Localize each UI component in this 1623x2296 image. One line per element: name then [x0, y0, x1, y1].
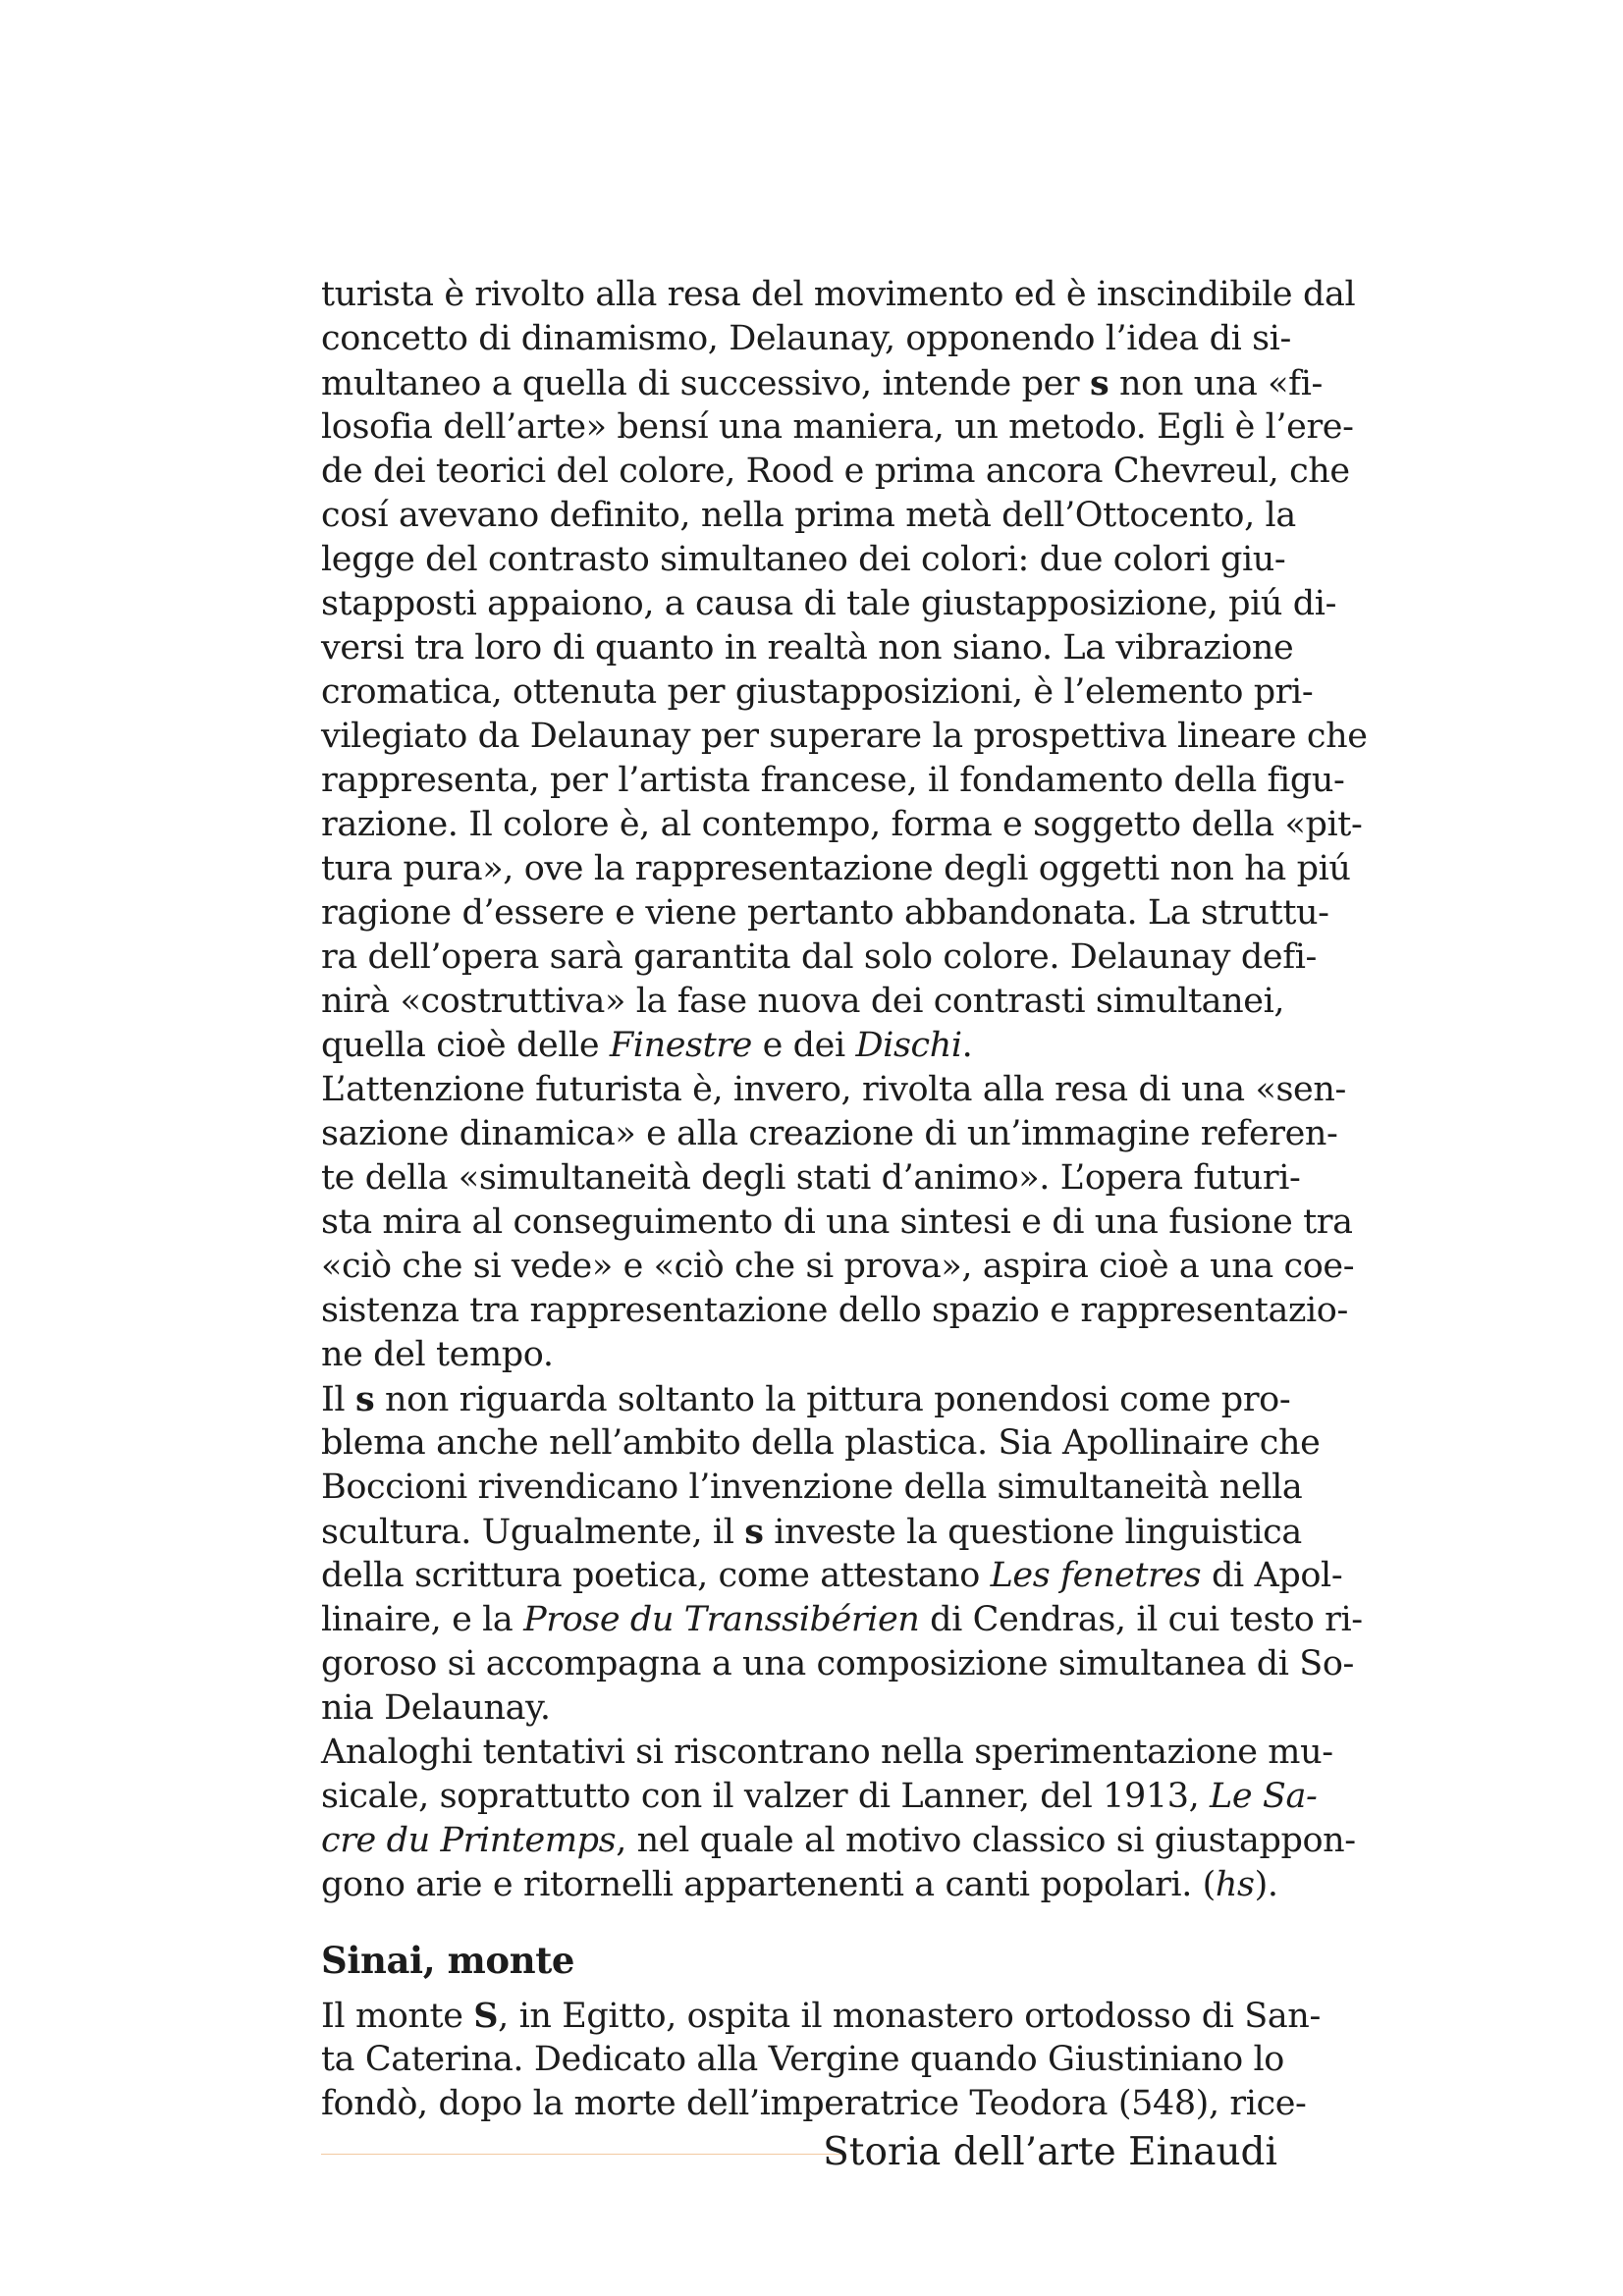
entry-line: Il monte S, in Egitto, ospita il monastero ortodosso di San-	[321, 1996, 1321, 2036]
italic-title: Le Sa-	[1210, 1777, 1318, 1816]
body-line: Analoghi tentativi si riscontrano nella sperimentazione mu-	[321, 1733, 1333, 1772]
body-line: razione. Il colore è, al contempo, forma e soggetto della «pit-	[321, 805, 1363, 844]
body-line: stapposti appaiono, a causa di tale giustapposizione, piú di-	[321, 584, 1337, 623]
italic-title: hs	[1215, 1865, 1255, 1904]
body-line: sistenza tra rappresentazione dello spazio e rappresentazio-	[321, 1291, 1348, 1330]
body-line: sazione dinamica» e alla creazione di un’immagine referen-	[321, 1114, 1338, 1153]
body-line: nirà «costruttiva» la fase nuova dei contrasti simultanei,	[321, 982, 1285, 1021]
body-line: Boccioni rivendicano l’invenzione della simultaneità nella	[321, 1468, 1303, 1507]
body-line: te della «simultaneità degli stati d’animo». L’opera futuri-	[321, 1158, 1301, 1198]
bold-term: S	[473, 1996, 499, 2036]
text-column	[321, 273, 1368, 2126]
bold-term: s	[744, 1512, 764, 1552]
body-line: nia Delaunay.	[321, 1688, 551, 1728]
footer-text: Storia dell’arte Einaudi	[823, 2130, 1277, 2174]
entry-line: fondò, dopo la morte dell’imperatrice Teodora (548), rice-	[321, 2084, 1307, 2123]
body-line: concetto di dinamismo, Delaunay, opponendo l’idea di si-	[321, 319, 1291, 358]
bold-term: s	[354, 1379, 375, 1419]
body-line: L’attenzione futurista è, invero, rivolta alla resa di una «sen-	[321, 1070, 1346, 1109]
body-line: versi tra loro di quanto in realtà non siano. La vibrazione	[321, 628, 1294, 667]
body-line: cromatica, ottenuta per giustapposizioni, è l’elemento pri-	[321, 672, 1314, 712]
body-line: multaneo a quella di successivo, intende per s non una «fi-	[321, 363, 1323, 403]
body-text	[321, 273, 1368, 1907]
body-line: «ciò che si vede» e «ciò che si prova», aspira cioè a una coe-	[321, 1247, 1355, 1286]
body-line: Il s non riguarda soltanto la pittura ponendosi come pro-	[321, 1379, 1291, 1419]
body-line: tura pura», ove la rappresentazione degli oggetti non ha piú	[321, 849, 1351, 888]
footer-rule	[321, 2154, 841, 2155]
body-line: cre du Printemps, nel quale al motivo classico si giustappon-	[321, 1821, 1356, 1860]
body-line: vilegiato da Delaunay per superare la prospettiva lineare che	[321, 717, 1368, 756]
body-line: della scrittura poetica, come attestano Les fenetres di Apol-	[321, 1556, 1343, 1595]
body-line: turista è rivolto alla resa del movimento ed è inscindibile dal	[321, 275, 1356, 314]
body-line: linaire, e la Prose du Transsibérien di Cendras, il cui testo ri-	[321, 1600, 1363, 1639]
italic-title: Prose du Transsibérien	[523, 1600, 920, 1639]
italic-title: Finestre	[609, 1026, 752, 1065]
italic-title: Dischi	[855, 1026, 962, 1065]
body-line: legge del contrasto simultaneo dei colori: due colori giu-	[321, 540, 1286, 579]
entry-title: Sinai, monte	[321, 1939, 575, 1982]
italic-title: Les fenetres	[990, 1556, 1202, 1595]
body-line: cosí avevano definito, nella prima metà dell’Ottocento, la	[321, 496, 1296, 535]
italic-title: cre du Printemps	[321, 1821, 617, 1860]
page-footer	[321, 2124, 1277, 2183]
body-line: rappresenta, per l’artista francese, il fondamento della figu-	[321, 761, 1345, 800]
body-line: scultura. Ugualmente, il s investe la questione linguistica	[321, 1512, 1302, 1552]
body-line: ragione d’essere e viene pertanto abbandonata. La struttu-	[321, 893, 1329, 933]
body-line: quella cioè delle Finestre e dei Dischi.	[321, 1026, 973, 1065]
body-line: losofia dell’arte» bensí una maniera, un metodo. Egli è l’ere-	[321, 407, 1354, 447]
body-line: blema anche nell’ambito della plastica. Sia Apollinaire che	[321, 1423, 1321, 1463]
body-line: ra dell’opera sarà garantita dal solo colore. Delaunay defi-	[321, 937, 1317, 977]
entry-line: ta Caterina. Dedicato alla Vergine quando Giustiniano lo	[321, 2040, 1284, 2079]
body-line: de dei teorici del colore, Rood e prima ancora Chevreul, che	[321, 452, 1350, 491]
body-line: sicale, soprattutto con il valzer di Lanner, del 1913, Le Sa-	[321, 1777, 1318, 1816]
entry-text	[321, 1994, 1321, 2126]
body-line: sta mira al conseguimento di una sintesi e di una fusione tra	[321, 1202, 1353, 1242]
bold-term: s	[1089, 363, 1109, 403]
body-line: gono arie e ritornelli appartenenti a canti popolari. (hs).	[321, 1865, 1278, 1904]
body-line: goroso si accompagna a una composizione simultanea di So-	[321, 1644, 1354, 1683]
body-line: ne del tempo.	[321, 1335, 554, 1374]
